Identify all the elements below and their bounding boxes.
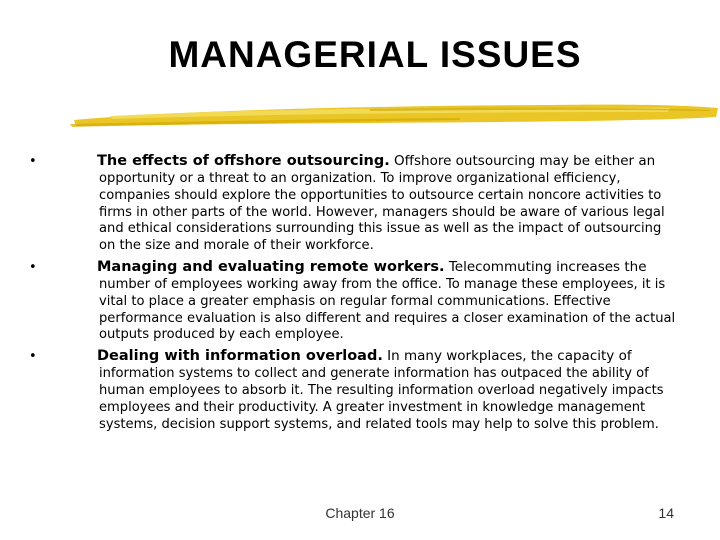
bullet-head-text: Offshore outsourcing may be either an bbox=[394, 153, 656, 169]
bullet-body: information systems to collect and generate information has outpaced the ability of human employees to absorb it. The resulting information overload negatively impacts employees and their productivity. A greater investment in knowledge management systems, decision support systems, and related tools may help to solve this problem. bbox=[99, 366, 664, 432]
bullet-first-line bbox=[97, 258, 678, 277]
slide-title: MANAGERIAL ISSUES bbox=[168, 34, 582, 75]
bullet-body: number of employees working away from the office. To manage these employees, it is vital to place a greater emphasis on regular formal communications. Effective performance evaluation is also different and requires a closer examination of the actual outputs produced by each employee. bbox=[99, 276, 676, 343]
bullet-dot-icon: • bbox=[29, 154, 37, 169]
footer-page-number: 14 bbox=[658, 505, 674, 521]
bullet-lead: Managing and evaluating remote workers. bbox=[97, 258, 445, 275]
bullet-first-line bbox=[97, 152, 678, 171]
footer-chapter-label: Chapter 16 bbox=[325, 505, 395, 521]
bullet-lead: The effects of offshore outsourcing. bbox=[97, 153, 390, 169]
bullet-item-information-overload bbox=[28, 347, 678, 433]
bullet-head-text: In many workplaces, the capacity of bbox=[387, 348, 632, 365]
bullet-item-offshore-outsourcing bbox=[28, 152, 678, 255]
bullet-item-remote-workers bbox=[28, 258, 678, 344]
bullet-lead: Dealing with information overload. bbox=[97, 348, 383, 365]
bullet-list bbox=[28, 152, 678, 433]
title-underline-brushstroke bbox=[70, 100, 720, 130]
bullet-body: opportunity or a threat to an organization. To improve organizational efficiency, companies should explore the opportunities to outsource certain noncore activities to firms in other parts of the world. However, managers should be aware of various legal and ethical considerations surrounding this issue as well as the impact of outsourcing on the size and morale of their workforce. bbox=[99, 171, 665, 254]
bullet-dot-icon: • bbox=[29, 349, 37, 365]
bullet-head-text: Telecommuting increases the bbox=[448, 258, 647, 275]
bullet-first-line bbox=[97, 347, 678, 366]
bullet-dot-icon: • bbox=[29, 259, 37, 275]
